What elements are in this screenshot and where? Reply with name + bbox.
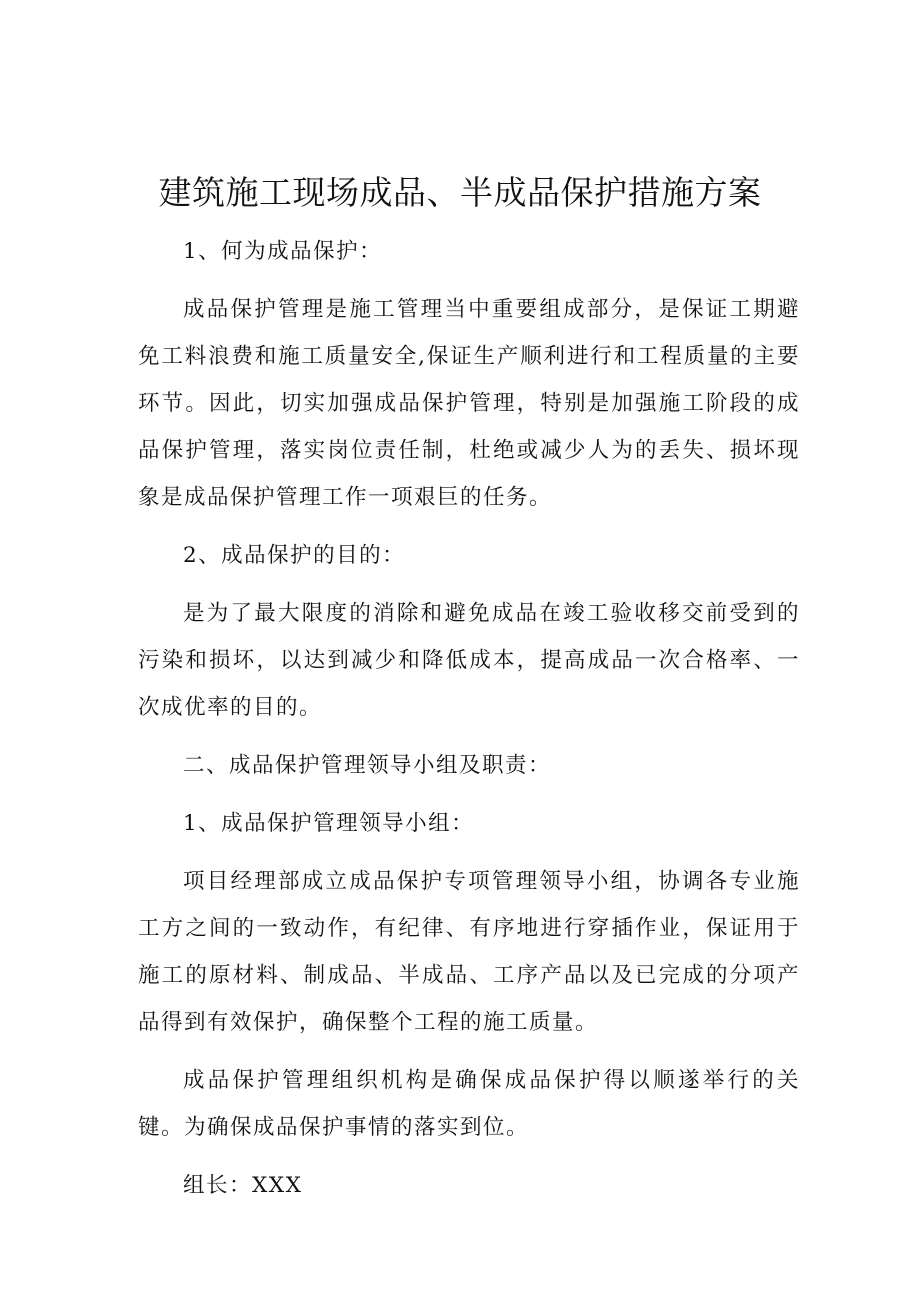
document-title: 建筑施工现场成品、半成品保护措施方案 (158, 173, 762, 212)
subsection-heading-leadership-group: 1、成品保护管理领导小组： (183, 811, 475, 836)
paragraph-organization: 成品保护管理组织机构是确保成品保护得以顺遂举行的关键。为确保成品保护事情的落实到位。 (138, 1068, 800, 1140)
section-heading-protection-purpose: 2、成品保护的目的： (183, 543, 406, 568)
group-leader-line: 组长：XXX (183, 1173, 303, 1198)
section-heading-leadership-group: 二、成品保护管理领导小组及职责： (183, 753, 552, 778)
paragraph-protection-purpose: 是为了最大限度的消除和避免成品在竣工验收移交前受到的污染和损坏，以达到减少和降低成本，提高成品一次合格率、一次成优率的目的。 (138, 601, 800, 720)
document-body (138, 228, 800, 1220)
paragraph-protection-management: 成品保护管理是施工管理当中重要组成部分，是保证工期避免工料浪费和施工质量安全,保证生产顺利进行和工程质量的主要环节。因此，切实加强成品保护管理，特别是加强施工阶段的成品保护管理，落实岗位责任制，杜绝或减少人为的丢失、损坏现象是成品保护管理工作一项艰巨的任务。 (138, 297, 800, 510)
paragraph-leadership-group: 项目经理部成立成品保护专项管理领导小组，协调各专业施工方之间的一致动作，有纪律、有序地进行穿插作业，保证用于施工的原材料、制成品、半成品、工序产品以及已完成的分项产品得到有效保护，确保整个工程的施工质量。 (138, 869, 800, 1035)
section-heading-what-is-protection: 1、何为成品保护： (183, 239, 383, 264)
